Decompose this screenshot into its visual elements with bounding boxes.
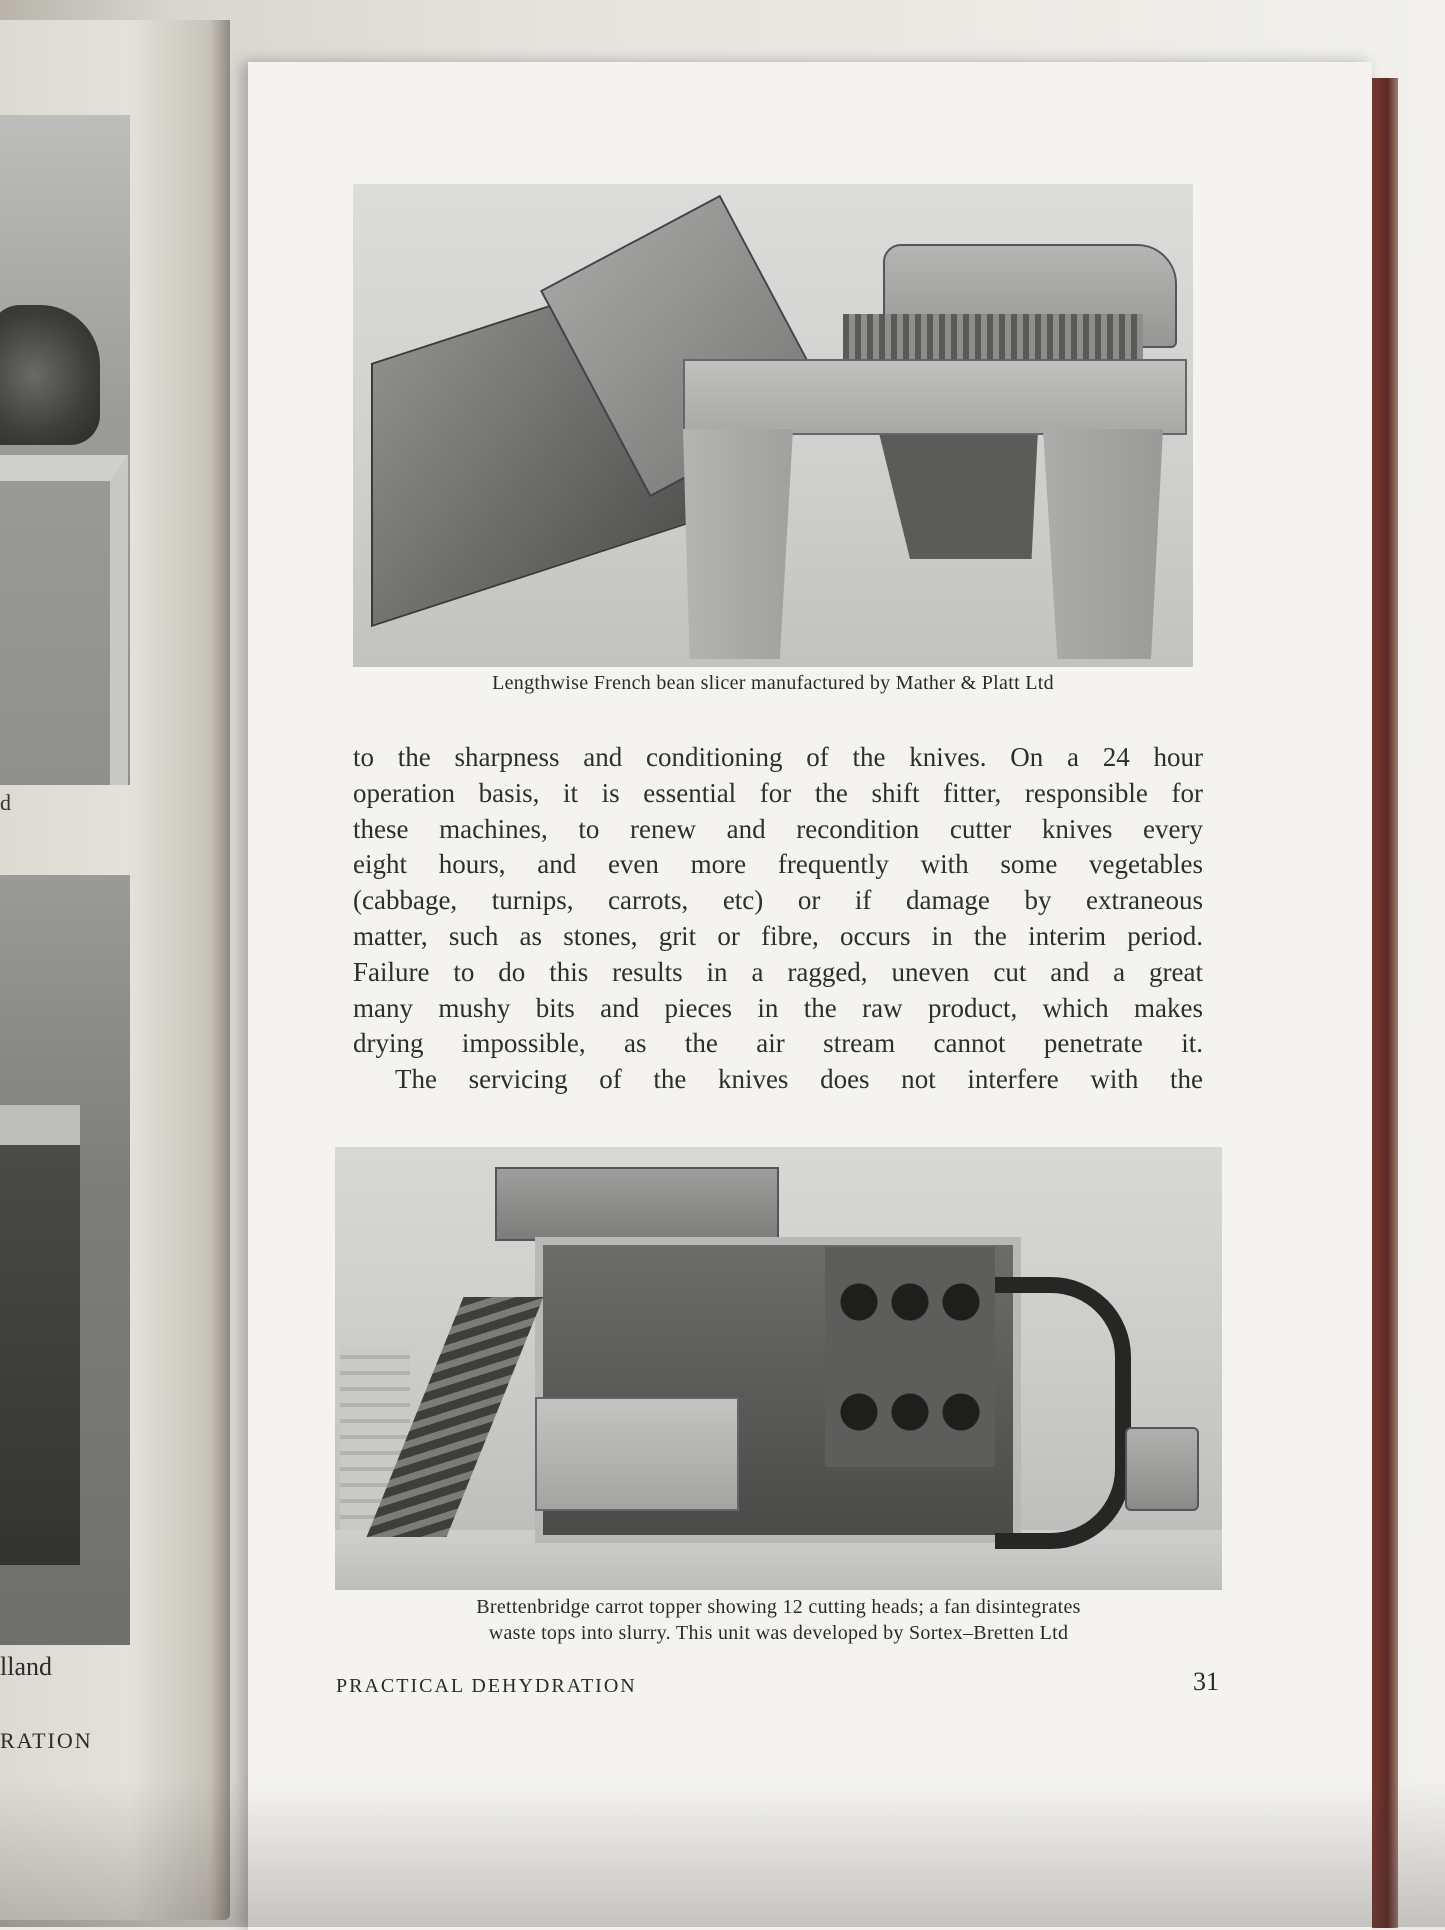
topper-feed-box [495, 1167, 779, 1241]
slicer-inner-frame [878, 429, 1038, 559]
page-number: 31 [1193, 1667, 1219, 1696]
left-photo-stand [0, 455, 128, 785]
body-line: (cabbage, turnips, carrots, etc) or if damage by extraneous [353, 885, 1203, 916]
book-page-edge [1372, 78, 1398, 1928]
body-line: matter, such as stones, grit or fibre, occurs in the interim period. [353, 920, 1203, 951]
bottom-shadow [0, 1780, 1445, 1927]
left-photo-machine [0, 305, 100, 445]
slicer-leg-right [1043, 429, 1163, 659]
figure-2-caption-line-1: Brettenbridge carrot topper showing 12 cutting heads; a fan disintegrates [476, 1596, 1081, 1618]
figure-2-caption [335, 1594, 1222, 1646]
topper-cutting-heads [825, 1247, 995, 1467]
left-photo-machine-2 [0, 1105, 80, 1565]
slicer-leg-left [683, 429, 793, 659]
figure-bean-slicer-photo [353, 184, 1193, 667]
body-line: these machines, to renew and recondition cutter knives every [353, 813, 1203, 844]
body-line: eight hours, and even more frequently with some vegetables [353, 849, 1203, 880]
slicer-conveyor [843, 314, 1143, 364]
left-page-caption-fragment-2: lland [0, 1652, 52, 1681]
body-text [353, 740, 1203, 1098]
topper-fan [1125, 1427, 1199, 1511]
slicer-beam [683, 359, 1187, 435]
body-line: Failure to do this results in a ragged, uneven cut and a great [353, 956, 1203, 987]
body-line: to the sharpness and conditioning of the knives. On a 24 hour [353, 742, 1203, 772]
left-page [0, 20, 230, 1920]
topper-hose [995, 1277, 1131, 1549]
left-page-photo-bottom [0, 875, 130, 1645]
body-line: many mushy bits and pieces in the raw product, which makes [353, 992, 1203, 1023]
figure-2-caption-line-2: waste tops into slurry. This unit was developed by Sortex–Bretten Ltd [488, 1622, 1069, 1644]
left-page-caption-fragment: d [0, 790, 11, 815]
topper-hopper [535, 1397, 739, 1511]
figure-1-caption: Lengthwise French bean slicer manufactured by Mather & Platt Ltd [492, 672, 1054, 694]
left-page-photo-top [0, 115, 130, 785]
right-page [248, 62, 1372, 1930]
left-page-footer-fragment: RATION [0, 1728, 93, 1753]
body-line: operation basis, it is essential for the shift fitter, responsible for [353, 777, 1203, 808]
running-footer-title: PRACTICAL DEHYDRATION [336, 1675, 637, 1697]
body-line: The servicing of the knives does not interfere with the [395, 1064, 1203, 1095]
body-line: drying impossible, as the air stream cannot penetrate it. [353, 1028, 1203, 1059]
figure-carrot-topper-photo [335, 1147, 1222, 1590]
